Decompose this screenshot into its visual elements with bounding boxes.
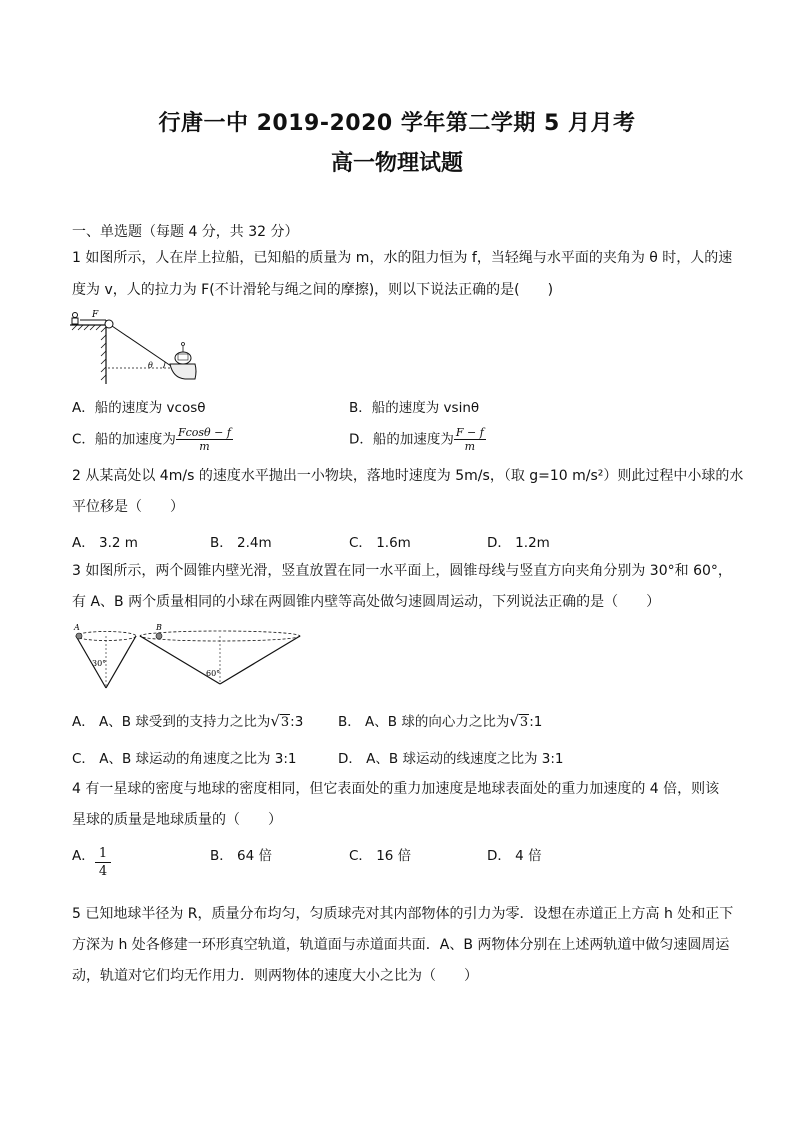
q3-fig-B: B: [156, 623, 162, 632]
q4-option-b: B． 64 倍: [210, 848, 273, 864]
q1-fig-F: F: [92, 310, 99, 320]
q1-option-b: B．船的速度为 vsinθ: [349, 400, 480, 416]
q2-option-b: B． 2.4m: [210, 535, 272, 551]
q3-figure-cones: [70, 622, 310, 694]
q1-option-d-prefix: D．船的加速度为: [349, 431, 454, 448]
exam-title: 行唐一中 2019-2020 学年第二学期 5 月月考: [158, 111, 636, 136]
q1-option-c-fraction: [176, 426, 233, 453]
q4-line2: 星球的质量是地球质量的（ ）: [72, 812, 282, 828]
q5-line3: 动，轨道对它们均无作用力．则两物体的速度大小之比为（ ）: [72, 968, 478, 984]
q1-option-c-num: Fcosθ − f: [177, 426, 231, 439]
q3-fig-A: A: [74, 623, 80, 632]
q3-option-a-sqrt: √3: [270, 712, 290, 730]
q3-fig-angle-30: 30°: [92, 659, 107, 668]
q3-option-b-sqrt: √3: [509, 712, 529, 730]
q1-option-d-num: F − f: [455, 426, 484, 439]
q4-option-a: [72, 844, 95, 864]
q4-option-a-prefix: A．: [72, 848, 95, 864]
q1-line2: 度为 v，人的拉力为 F(不计滑轮与绳之间的摩擦)，则以下说法正确的是( ): [72, 282, 554, 298]
q1-option-d: [349, 426, 486, 453]
q3-option-b-suffix: :1: [529, 714, 543, 730]
q3-line1: 3 如图所示，两个圆锥内壁光滑，竖直放置在同一水平面上，圆锥母线与竖直方向夹角分别为 30°和 60°，: [72, 563, 732, 579]
q4-line1: 4 有一星球的密度与地球的密度相同，但它表面处的重力加速度是地球表面处的重力加速度的 4 倍，则该: [72, 781, 720, 797]
q5-line2: 方深为 h 处各修建一环形真空轨道，轨道面与赤道面共面．A、B 两物体分别在上述两轨道中做匀速圆周运: [72, 937, 730, 953]
q4-option-c: C． 16 倍: [349, 848, 412, 864]
q2-option-d: D． 1.2m: [487, 535, 550, 551]
q3-fig-angle-60: 60°: [206, 669, 221, 678]
q4-option-a-den: 4: [98, 864, 108, 879]
q2-line1: 2 从某高处以 4m/s 的速度水平抛出一小物块，落地时速度为 5m/s，（取 g=10 m/s²）则此过程中小球的水: [72, 468, 744, 484]
q1-option-d-fraction: [454, 426, 486, 453]
q4-option-a-fraction: [95, 845, 111, 880]
q4-option-d: D． 4 倍: [487, 848, 542, 864]
exam-subtitle: 高一物理试题: [330, 151, 463, 176]
section-heading: 一、单选题（每题 4 分，共 32 分）: [72, 224, 299, 240]
q1-fig-theta: θ: [148, 361, 153, 370]
q2-line2: 平位移是（ ）: [72, 499, 184, 515]
q3-option-d: D． A、B 球运动的线速度之比为 3:1: [338, 751, 564, 767]
q1-option-c-den: m: [199, 440, 210, 453]
q4-option-a-num: 1: [95, 845, 111, 863]
q1-option-a: A．船的速度为 vcosθ: [72, 400, 206, 416]
q1-option-c: [72, 426, 233, 453]
q3-option-a-suffix: :3: [290, 714, 304, 730]
q1-line1: 1 如图所示，人在岸上拉船，已知船的质量为 m，水的阻力恒为 f，当轻绳与水平面的夹角为 θ 时，人的速: [72, 250, 733, 266]
q3-option-b-prefix: B． A、B 球的向心力之比为: [338, 714, 510, 730]
q3-option-a-prefix: A． A、B 球受到的支持力之比为: [72, 714, 271, 730]
q1-figure-boat-pulley: [70, 308, 200, 388]
q2-option-c: C． 1.6m: [349, 535, 411, 551]
q3-option-b: [338, 710, 542, 730]
q3-option-b-radicand: 3: [519, 715, 529, 730]
q3-option-c: C． A、B 球运动的角速度之比为 3:1: [72, 751, 297, 767]
q3-option-a: [72, 710, 303, 730]
q1-option-c-prefix: C．船的加速度为: [72, 431, 176, 448]
q3-line2: 有 A、B 两个质量相同的小球在两圆锥内壁等高处做匀速圆周运动，下列说法正确的是（ ）: [72, 594, 661, 610]
q2-option-a: A． 3.2 m: [72, 535, 138, 551]
q1-option-d-den: m: [464, 440, 476, 453]
q5-line1: 5 已知地球半径为 R，质量分布均匀，匀质球壳对其内部物体的引力为零．设想在赤道正上方高 h 处和正下: [72, 906, 734, 922]
q3-option-a-radicand: 3: [280, 715, 290, 730]
